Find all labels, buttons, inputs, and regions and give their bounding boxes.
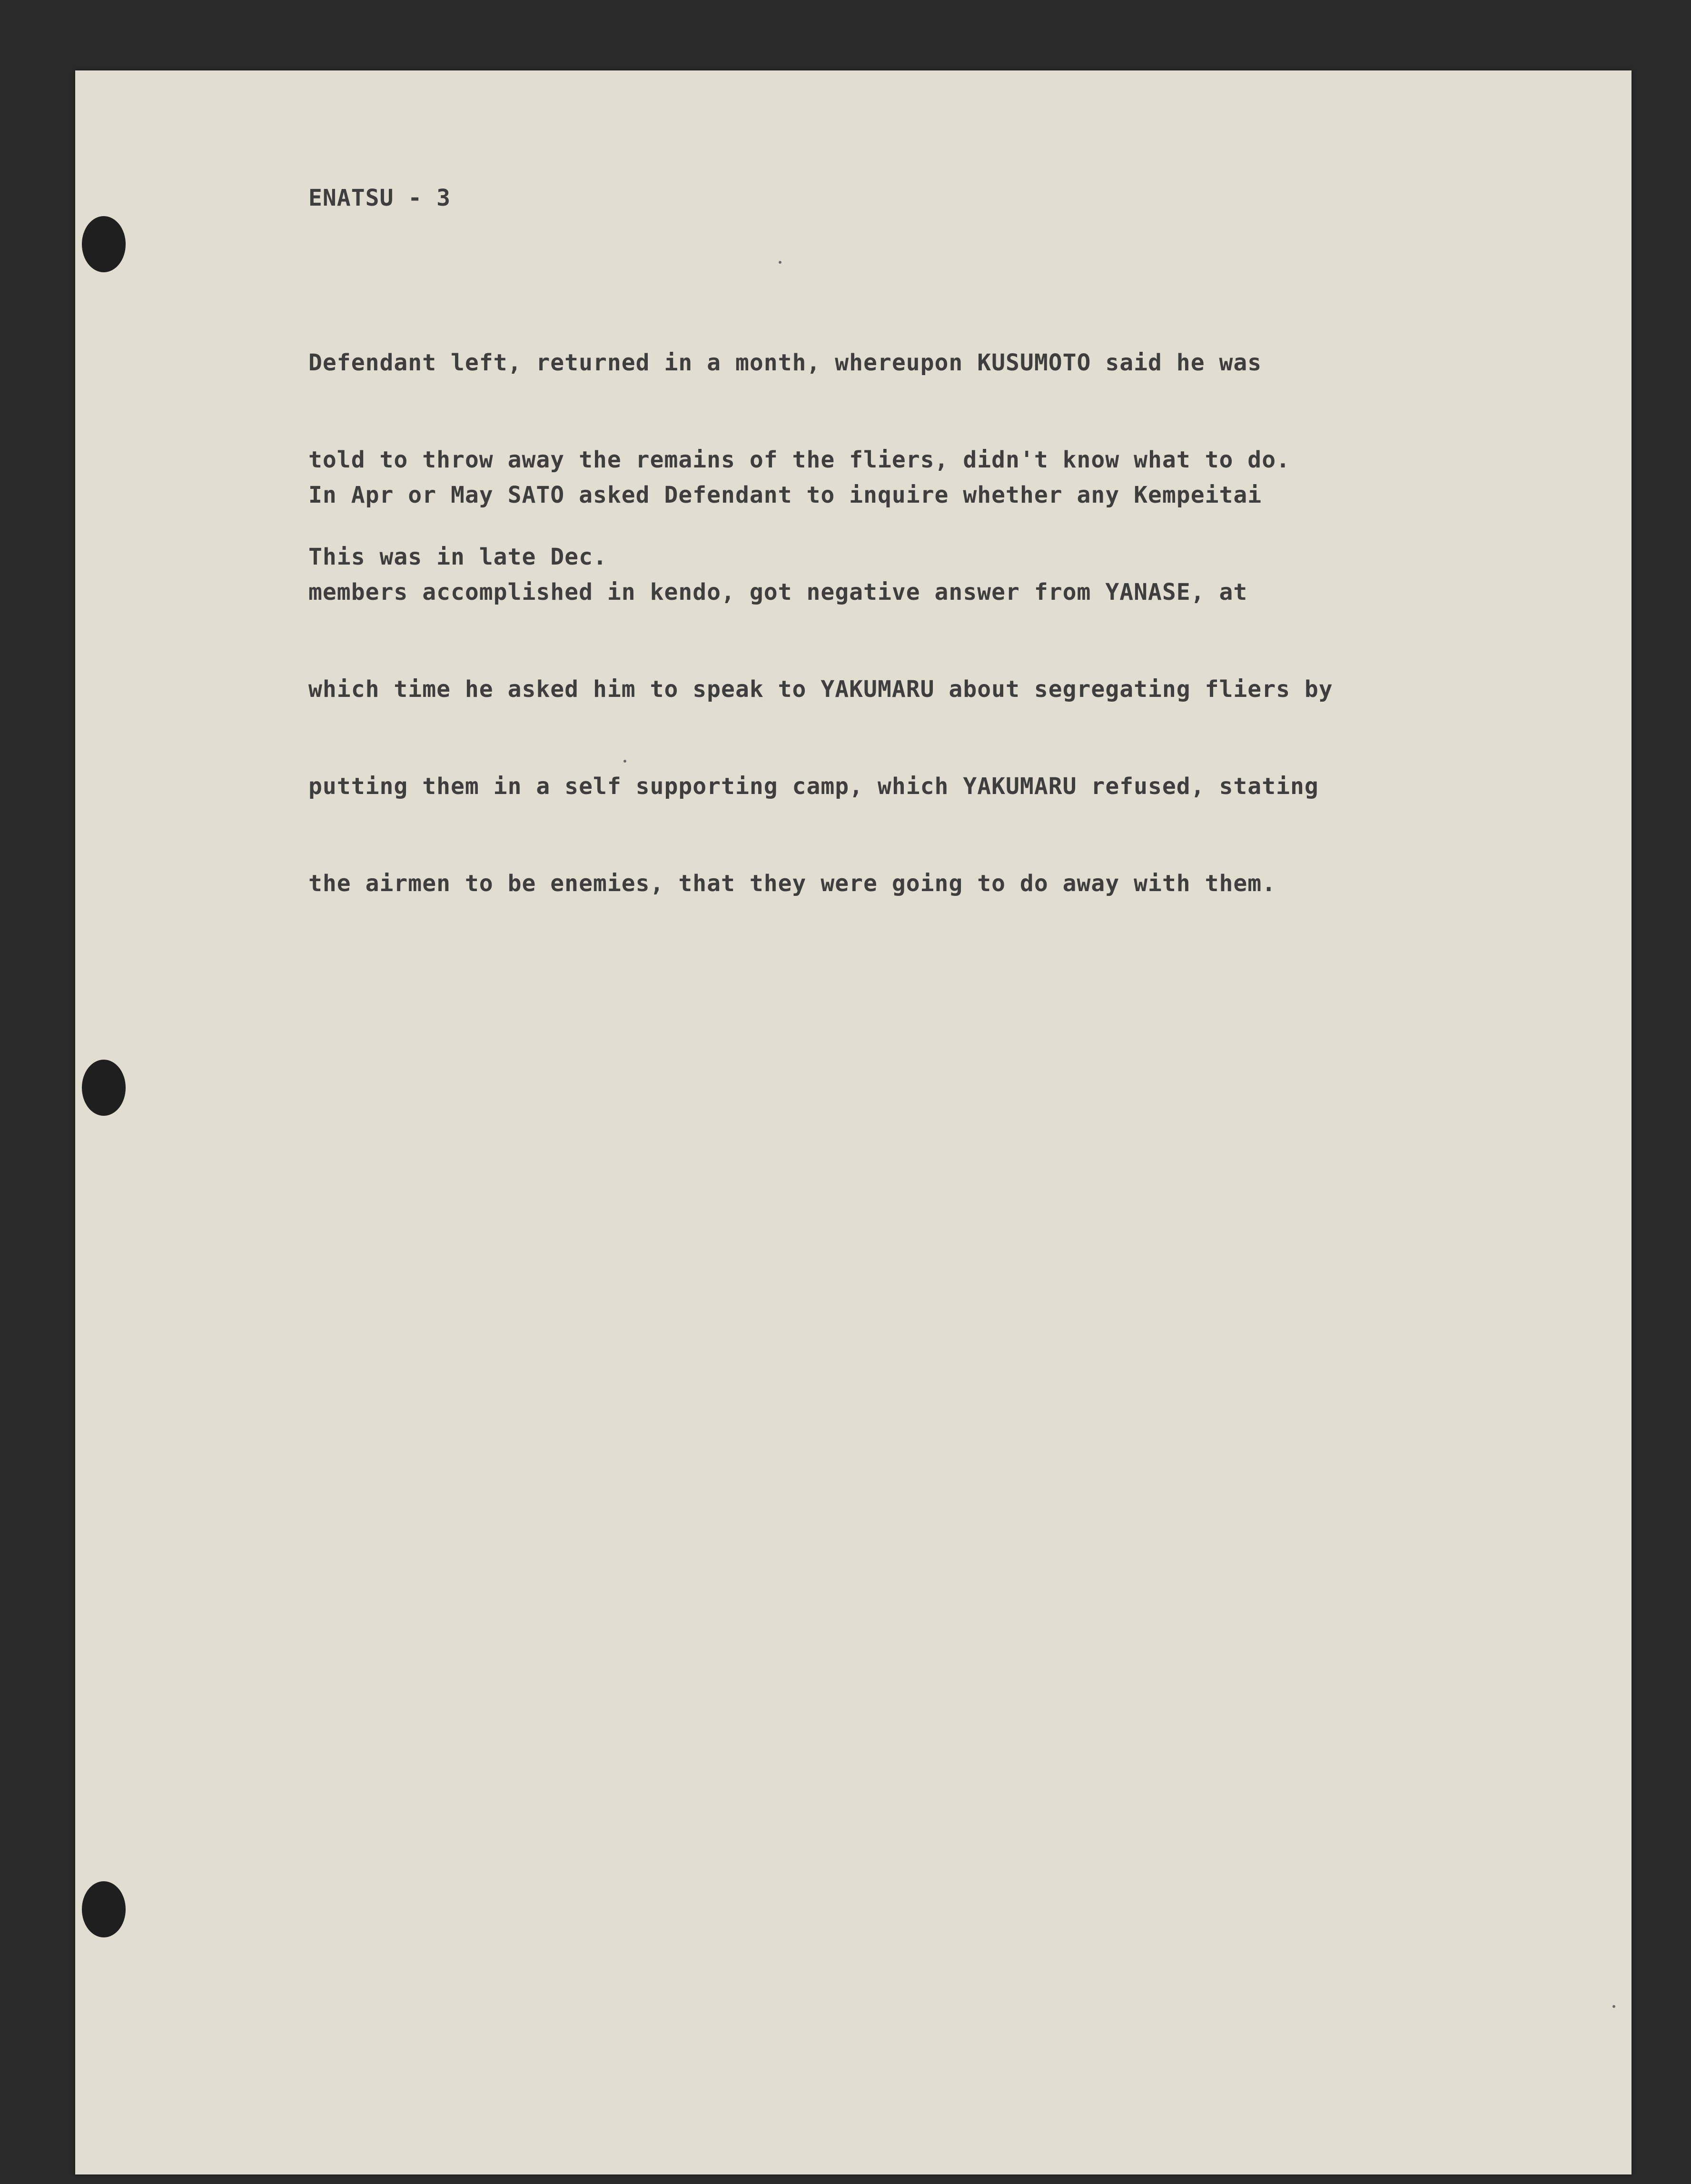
text-line: This was in late Dec. xyxy=(308,544,607,570)
text-line: which time he asked him to speak to YAKUMARU about segregating fliers by xyxy=(308,676,1333,703)
text-line: the airmen to be enemies, that they were going to do away with them. xyxy=(308,870,1276,897)
page-header: ENATSU - 3 xyxy=(308,185,451,211)
text-line: In Apr or May SATO asked Defendant to inquire whether any Kempeitai xyxy=(308,482,1262,508)
text-line: told to throw away the remains of the fliers, didn't know what to do. xyxy=(308,447,1290,473)
paper-speck xyxy=(779,261,781,264)
text-line: members accomplished in kendo, got negative answer from YANASE, at xyxy=(308,579,1248,606)
text-line: putting them in a self supporting camp, which YAKUMARU refused, stating xyxy=(308,773,1319,800)
punch-hole-middle xyxy=(82,1060,126,1116)
punch-hole-top xyxy=(82,216,126,272)
punch-hole-bottom xyxy=(82,1881,126,1937)
paper-speck xyxy=(1612,2005,1615,2008)
paragraph-2 xyxy=(308,414,1333,932)
text-line: Defendant left, returned in a month, whereupon KUSUMOTO said he was xyxy=(308,349,1262,376)
